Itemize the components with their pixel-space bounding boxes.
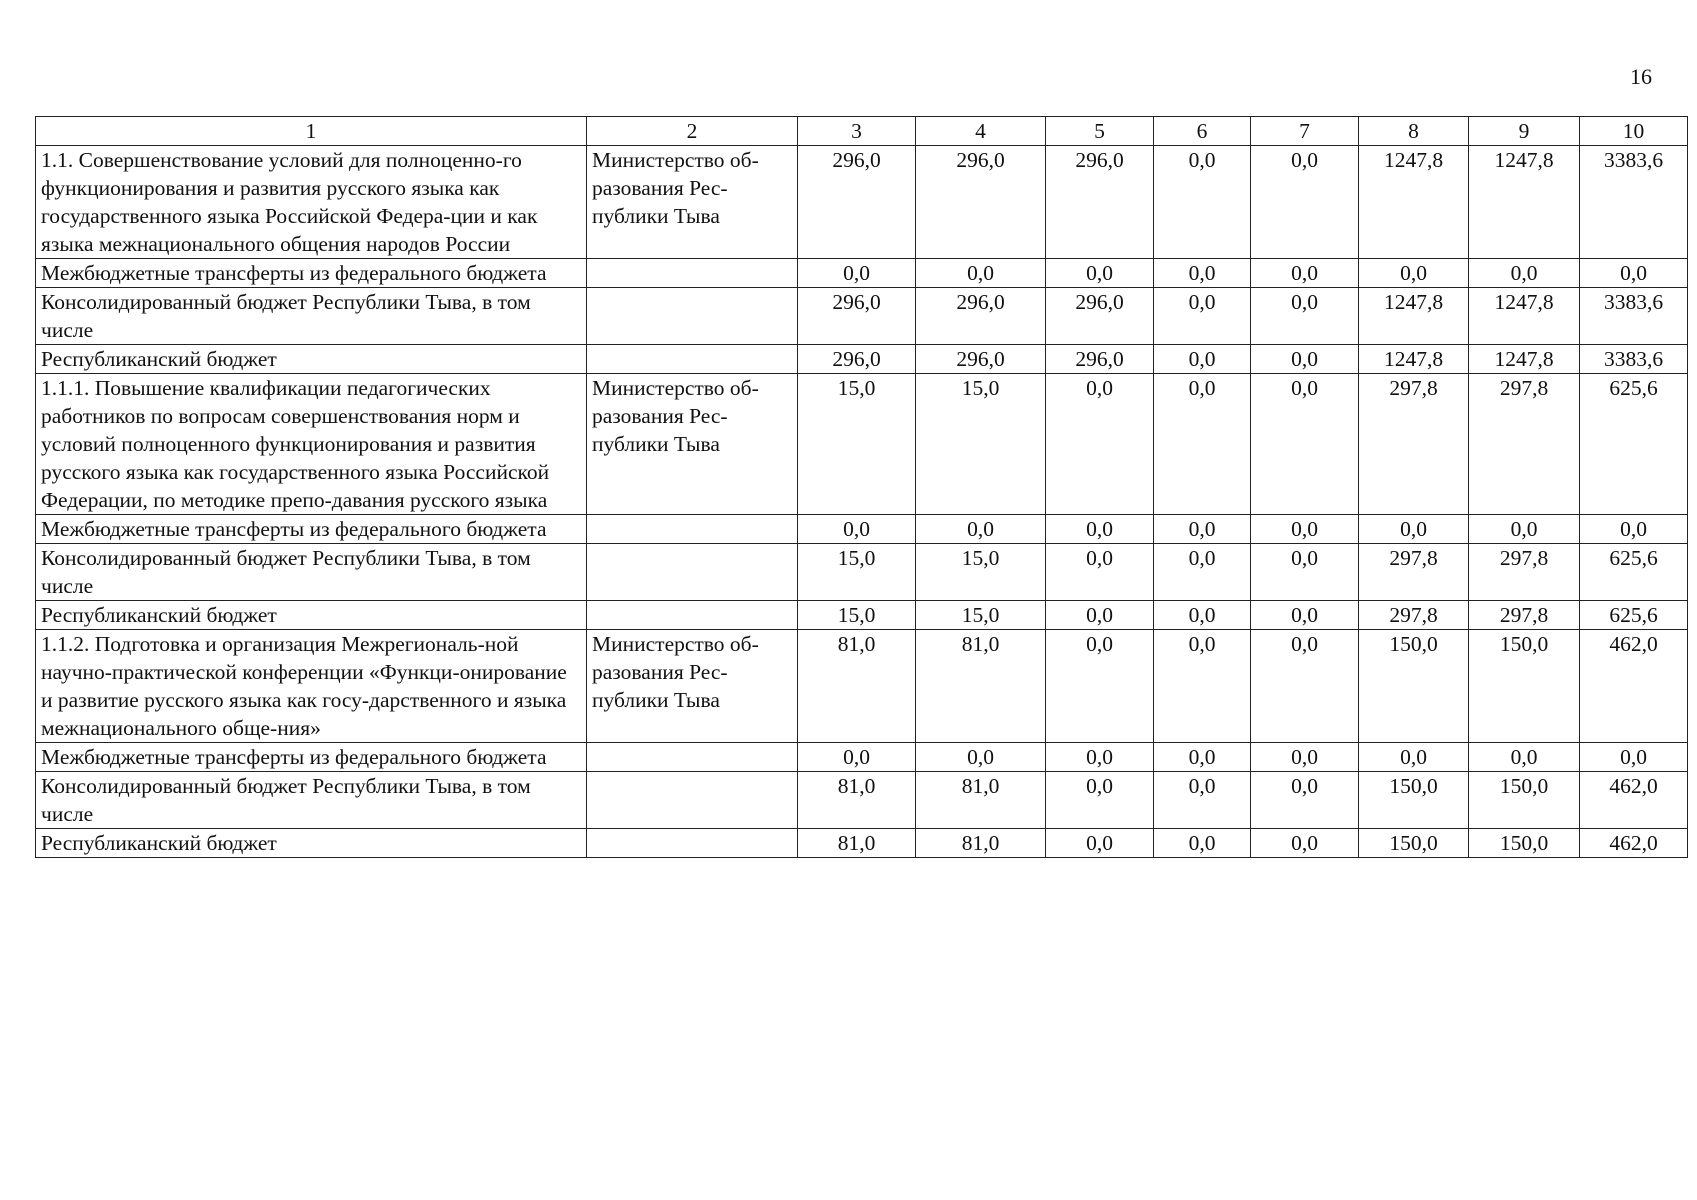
value-cell-col-10: 462,0 (1580, 829, 1688, 858)
value-cell-col-10: 3383,6 (1580, 146, 1688, 259)
value-cell-col-8: 297,8 (1359, 374, 1469, 515)
value-cell-col-7: 0,0 (1251, 288, 1359, 345)
value-cell-col-6: 0,0 (1154, 259, 1251, 288)
value-cell-col-10: 625,6 (1580, 544, 1688, 601)
value-cell-col-7: 0,0 (1251, 630, 1359, 743)
value-cell-col-7: 0,0 (1251, 345, 1359, 374)
responsible-cell (587, 515, 798, 544)
value-cell-col-3: 296,0 (798, 146, 916, 259)
value-cell-col-3: 296,0 (798, 345, 916, 374)
value-cell-col-7: 0,0 (1251, 772, 1359, 829)
value-cell-col-6: 0,0 (1154, 288, 1251, 345)
value-cell-col-10: 0,0 (1580, 743, 1688, 772)
value-cell-col-3: 15,0 (798, 544, 916, 601)
responsible-cell (587, 772, 798, 829)
value-cell-col-9: 150,0 (1469, 829, 1580, 858)
row-name-cell: Республиканский бюджет (36, 345, 587, 374)
value-cell-col-6: 0,0 (1154, 345, 1251, 374)
value-cell-col-9: 297,8 (1469, 374, 1580, 515)
row-name-cell: Межбюджетные трансферты из федерального бюджета (36, 515, 587, 544)
value-cell-col-8: 1247,8 (1359, 288, 1469, 345)
value-cell-col-3: 15,0 (798, 601, 916, 630)
header-cell: 9 (1469, 117, 1580, 146)
value-cell-col-10: 462,0 (1580, 630, 1688, 743)
value-cell-col-5: 0,0 (1046, 544, 1154, 601)
value-cell-col-9: 0,0 (1469, 743, 1580, 772)
table-row (36, 630, 1688, 743)
value-cell-col-8: 150,0 (1359, 829, 1469, 858)
value-cell-col-7: 0,0 (1251, 146, 1359, 259)
responsible-cell (587, 259, 798, 288)
value-cell-col-10: 462,0 (1580, 772, 1688, 829)
table-row (36, 515, 1688, 544)
value-cell-col-3: 81,0 (798, 829, 916, 858)
row-name-cell: 1.1.1. Повышение квалификации педагогических работников по вопросам совершенствования норм и условий полноценного функционирования и развития русского языка как государственного языка Российской Федерации, по методике препо-давания русского языка (36, 374, 587, 515)
responsible-cell (587, 743, 798, 772)
value-cell-col-5: 296,0 (1046, 146, 1154, 259)
header-cell: 8 (1359, 117, 1469, 146)
responsible-cell: Министерство об-разования Рес-публики Тыва (587, 374, 798, 515)
value-cell-col-7: 0,0 (1251, 374, 1359, 515)
value-cell-col-4: 81,0 (916, 829, 1046, 858)
value-cell-col-10: 3383,6 (1580, 345, 1688, 374)
table-row (36, 601, 1688, 630)
table-row (36, 829, 1688, 858)
value-cell-col-9: 297,8 (1469, 544, 1580, 601)
value-cell-col-8: 1247,8 (1359, 345, 1469, 374)
value-cell-col-5: 296,0 (1046, 288, 1154, 345)
value-cell-col-4: 15,0 (916, 374, 1046, 515)
value-cell-col-4: 296,0 (916, 345, 1046, 374)
header-cell: 4 (916, 117, 1046, 146)
value-cell-col-9: 0,0 (1469, 259, 1580, 288)
value-cell-col-6: 0,0 (1154, 146, 1251, 259)
table-row (36, 374, 1688, 515)
row-name-cell: Межбюджетные трансферты из федерального бюджета (36, 259, 587, 288)
value-cell-col-8: 0,0 (1359, 515, 1469, 544)
row-name-cell: 1.1.2. Подготовка и организация Межрегиональ-ной научно-практической конференции «Функци-онирование и развитие русского языка как госу-дарственного и языка межнационального обще-ния» (36, 630, 587, 743)
value-cell-col-4: 15,0 (916, 544, 1046, 601)
value-cell-col-9: 150,0 (1469, 772, 1580, 829)
header-cell: 7 (1251, 117, 1359, 146)
table-row (36, 544, 1688, 601)
value-cell-col-5: 0,0 (1046, 601, 1154, 630)
value-cell-col-7: 0,0 (1251, 259, 1359, 288)
value-cell-col-3: 15,0 (798, 374, 916, 515)
value-cell-col-10: 625,6 (1580, 374, 1688, 515)
budget-table (35, 116, 1688, 858)
table-row (36, 772, 1688, 829)
row-name-cell: Республиканский бюджет (36, 601, 587, 630)
responsible-cell (587, 601, 798, 630)
responsible-cell (587, 345, 798, 374)
value-cell-col-4: 0,0 (916, 259, 1046, 288)
value-cell-col-6: 0,0 (1154, 601, 1251, 630)
value-cell-col-10: 0,0 (1580, 259, 1688, 288)
value-cell-col-8: 0,0 (1359, 743, 1469, 772)
value-cell-col-9: 1247,8 (1469, 288, 1580, 345)
value-cell-col-7: 0,0 (1251, 544, 1359, 601)
value-cell-col-4: 0,0 (916, 743, 1046, 772)
value-cell-col-5: 0,0 (1046, 743, 1154, 772)
value-cell-col-4: 15,0 (916, 601, 1046, 630)
value-cell-col-3: 0,0 (798, 515, 916, 544)
value-cell-col-5: 0,0 (1046, 829, 1154, 858)
value-cell-col-4: 81,0 (916, 772, 1046, 829)
responsible-cell (587, 829, 798, 858)
row-name-cell: 1.1. Совершенствование условий для полноценно-го функционирования и развития русского языка как государственного языка Российской Федера-ции и как языка межнационального общения народов России (36, 146, 587, 259)
value-cell-col-3: 81,0 (798, 630, 916, 743)
value-cell-col-9: 1247,8 (1469, 146, 1580, 259)
value-cell-col-5: 0,0 (1046, 630, 1154, 743)
header-cell: 6 (1154, 117, 1251, 146)
table-row (36, 146, 1688, 259)
responsible-cell: Министерство об-разования Рес-публики Тыва (587, 146, 798, 259)
value-cell-col-8: 0,0 (1359, 259, 1469, 288)
row-name-cell: Республиканский бюджет (36, 829, 587, 858)
header-cell: 3 (798, 117, 916, 146)
value-cell-col-5: 0,0 (1046, 374, 1154, 515)
page-number: 16 (1630, 64, 1652, 89)
value-cell-col-8: 150,0 (1359, 772, 1469, 829)
value-cell-col-4: 296,0 (916, 288, 1046, 345)
value-cell-col-10: 625,6 (1580, 601, 1688, 630)
table-row (36, 288, 1688, 345)
value-cell-col-9: 0,0 (1469, 515, 1580, 544)
row-name-cell: Консолидированный бюджет Республики Тыва, в том числе (36, 772, 587, 829)
value-cell-col-6: 0,0 (1154, 374, 1251, 515)
value-cell-col-6: 0,0 (1154, 829, 1251, 858)
value-cell-col-9: 297,8 (1469, 601, 1580, 630)
responsible-cell (587, 544, 798, 601)
value-cell-col-5: 296,0 (1046, 345, 1154, 374)
value-cell-col-7: 0,0 (1251, 829, 1359, 858)
value-cell-col-7: 0,0 (1251, 743, 1359, 772)
value-cell-col-6: 0,0 (1154, 772, 1251, 829)
value-cell-col-8: 297,8 (1359, 544, 1469, 601)
value-cell-col-3: 0,0 (798, 259, 916, 288)
header-cell: 1 (36, 117, 587, 146)
responsible-cell (587, 288, 798, 345)
header-cell: 5 (1046, 117, 1154, 146)
value-cell-col-9: 150,0 (1469, 630, 1580, 743)
value-cell-col-8: 1247,8 (1359, 146, 1469, 259)
value-cell-col-3: 296,0 (798, 288, 916, 345)
value-cell-col-5: 0,0 (1046, 515, 1154, 544)
header-cell: 10 (1580, 117, 1688, 146)
value-cell-col-5: 0,0 (1046, 772, 1154, 829)
value-cell-col-7: 0,0 (1251, 601, 1359, 630)
value-cell-col-3: 81,0 (798, 772, 916, 829)
value-cell-col-10: 3383,6 (1580, 288, 1688, 345)
value-cell-col-4: 296,0 (916, 146, 1046, 259)
row-name-cell: Консолидированный бюджет Республики Тыва, в том числе (36, 288, 587, 345)
table-row (36, 259, 1688, 288)
value-cell-col-8: 297,8 (1359, 601, 1469, 630)
value-cell-col-6: 0,0 (1154, 743, 1251, 772)
value-cell-col-10: 0,0 (1580, 515, 1688, 544)
table-row (36, 345, 1688, 374)
responsible-cell: Министерство об-разования Рес-публики Тыва (587, 630, 798, 743)
table-header-row (36, 117, 1688, 146)
value-cell-col-4: 0,0 (916, 515, 1046, 544)
value-cell-col-3: 0,0 (798, 743, 916, 772)
value-cell-col-6: 0,0 (1154, 544, 1251, 601)
value-cell-col-6: 0,0 (1154, 515, 1251, 544)
table-row (36, 743, 1688, 772)
value-cell-col-6: 0,0 (1154, 630, 1251, 743)
value-cell-col-8: 150,0 (1359, 630, 1469, 743)
row-name-cell: Консолидированный бюджет Республики Тыва, в том числе (36, 544, 587, 601)
value-cell-col-4: 81,0 (916, 630, 1046, 743)
header-cell: 2 (587, 117, 798, 146)
value-cell-col-9: 1247,8 (1469, 345, 1580, 374)
value-cell-col-5: 0,0 (1046, 259, 1154, 288)
row-name-cell: Межбюджетные трансферты из федерального бюджета (36, 743, 587, 772)
value-cell-col-7: 0,0 (1251, 515, 1359, 544)
